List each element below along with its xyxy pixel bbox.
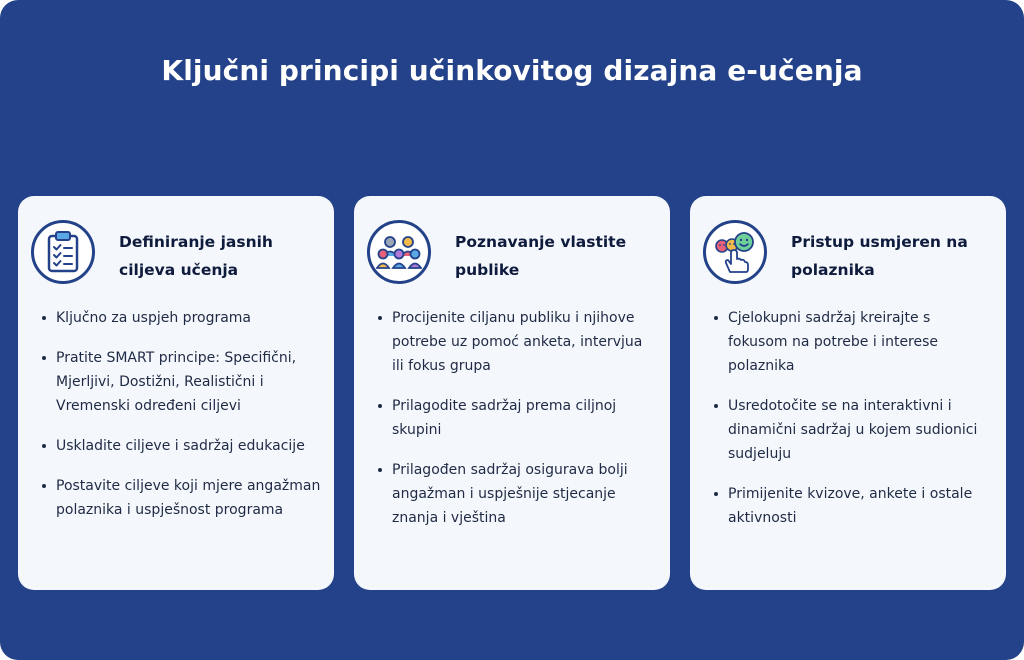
bullet-list <box>374 306 658 546</box>
principle-card-know-audience <box>354 196 670 590</box>
list-item: Ključno za uspjeh programa <box>38 306 322 330</box>
list-item: Usredotočite se na interaktivni i dinamični sadržaj u kojem sudionici sudjeluju <box>710 394 994 466</box>
card-title: Poznavanje vlastite publike <box>455 233 627 279</box>
list-item: Pratite SMART principe: Specifični, Mjerljivi, Dostižni, Realistični i Vremenski određeni ciljevi <box>38 346 322 418</box>
page-title: Ključni principi učinkovitog dizajna e-učenja <box>161 54 863 87</box>
card-title: Definiranje jasnih ciljeva učenja <box>119 233 273 279</box>
card-title: Pristup usmjeren na polaznika <box>791 233 968 279</box>
bullet-list <box>38 306 322 538</box>
principle-card-learner-centered <box>690 196 1006 590</box>
list-item: Uskladite ciljeve i sadržaj edukacije <box>38 434 322 458</box>
list-item: Prilagodite sadržaj prema ciljnoj skupini <box>374 394 658 442</box>
list-item: Primijenite kvizove, ankete i ostale aktivnosti <box>710 482 994 530</box>
clipboard-checklist-icon <box>31 220 95 284</box>
list-item: Procijenite ciljanu publiku i njihove potrebe uz pomoć anketa, intervjua ili fokus grupa <box>374 306 658 378</box>
learner-emoji-feedback-icon <box>703 220 767 284</box>
bullet-list <box>710 306 994 546</box>
audience-group-icon <box>367 220 431 284</box>
list-item: Cjelokupni sadržaj kreirajte s fokusom na potrebe i interese polaznika <box>710 306 994 378</box>
principle-card-clear-goals <box>18 196 334 590</box>
list-item: Postavite ciljeve koji mjere angažman polaznika i uspješnost programa <box>38 474 322 522</box>
list-item: Prilagođen sadržaj osigurava bolji angažman i uspješnije stjecanje znanja i vještina <box>374 458 658 530</box>
